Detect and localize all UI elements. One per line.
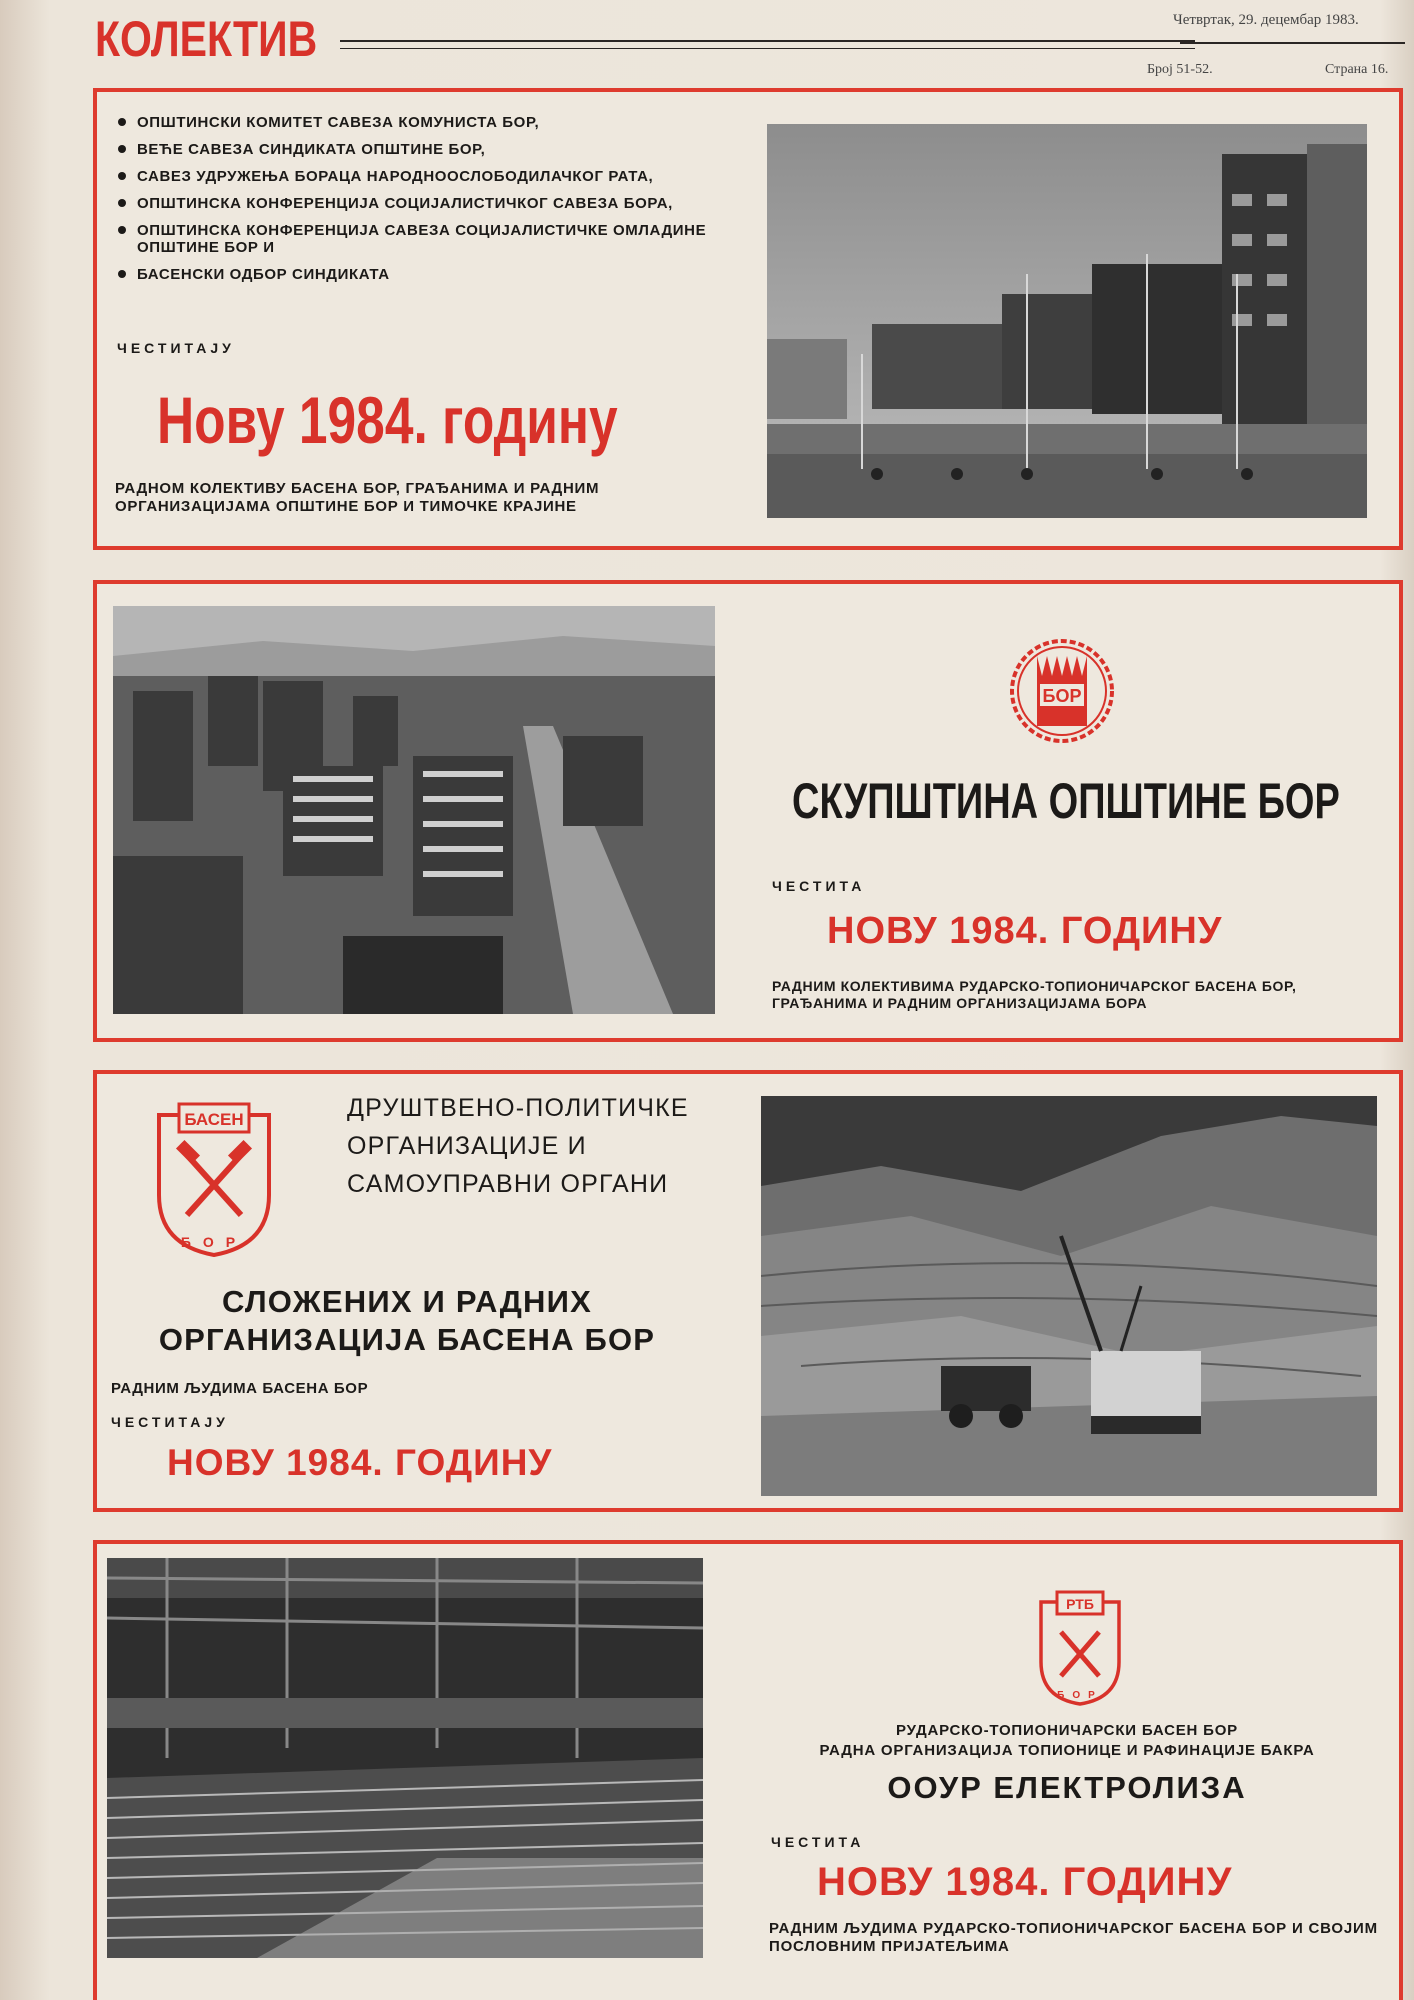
emblem-letters: БОР — [1057, 1690, 1103, 1701]
bor-municipality-logo — [1007, 636, 1117, 746]
basen-bor-emblem — [149, 1100, 279, 1260]
organization-item: ВЕЋЕ САВЕЗА СИНДИКАТА ОПШТИНЕ БОР, — [117, 141, 737, 158]
organization-list — [117, 114, 737, 293]
municipal-building-photo — [767, 124, 1367, 518]
emblem-letters: БОР — [180, 1234, 248, 1250]
logo-text: БОР — [1042, 686, 1082, 706]
organization-item: САВЕЗ УДРУЖЕЊА БОРАЦА НАРОДНООСЛОБОДИЛАЧКОГ РАТА, — [117, 168, 737, 185]
greeting-ad-party-organizations — [93, 88, 1403, 550]
masthead-title: КОЛЕКТИВ — [95, 11, 318, 67]
issue-number: Број 51-52. — [1147, 62, 1213, 77]
recipients-text: РАДНОМ КОЛЕКТИВУ БАСЕНА БОР, ГРАЂАНИМА И РАДНИМ ОРГАНИЗАЦИЈАМА ОПШТИНЕ БОР И ТИМОЧКЕ КРАЈИНЕ — [115, 480, 600, 515]
new-year-headline: НОВУ 1984. ГОДИНУ — [167, 1442, 553, 1483]
recipients-text: РАДНИМ ЉУДИМА БАСЕНА БОР — [111, 1380, 369, 1397]
masthead-rule — [340, 40, 1195, 42]
organization-item: ОПШТИНСКА КОНФЕРЕНЦИЈА САВЕЗА СОЦИЈАЛИСТИЧКЕ ОМЛАДИНЕ ОПШТИНЕ БОР И — [117, 222, 737, 256]
organization-item: ОПШТИНСКИ КОМИТЕТ САВЕЗА КОМУНИСТА БОР, — [117, 114, 737, 131]
masthead — [95, 8, 1405, 88]
congrats-label: ЧЕСТИТА — [772, 878, 866, 894]
recipients-text: РАДНИМ КОЛЕКТИВИМА РУДАРСКО-ТОПИОНИЧАРСКОГ БАСЕНА БОР, ГРАЂАНИМА И РАДНИМ ОРГАНИЗАЦИЈАМА БОРА — [772, 978, 1297, 1011]
organization-line: ДРУШТВЕНО-ПОЛИТИЧКЕ — [347, 1094, 689, 1122]
company-name: РУДАРСКО-ТОПИОНИЧАРСКИ БАСЕН БОР — [896, 1722, 1238, 1739]
page-number: Страна 16. — [1325, 62, 1389, 77]
congrats-label: ЧЕСТИТАЈУ — [111, 1414, 229, 1430]
city-aerial-photo — [113, 606, 715, 1014]
organization-name: ООУР ЕЛЕКТРОЛИЗА — [887, 1770, 1247, 1805]
new-year-headline: Нову 1984. годину — [157, 383, 618, 457]
new-year-headline: НОВУ 1984. ГОДИНУ — [817, 1860, 1233, 1904]
masthead-rule — [1180, 42, 1405, 44]
greeting-ad-basin-organizations — [93, 1070, 1403, 1512]
electrolysis-plant-photo — [107, 1558, 703, 1958]
organization-line: ОРГАНИЗАЦИЈЕ И — [347, 1132, 587, 1160]
open-pit-mine-photo — [761, 1096, 1377, 1496]
issue-date: Четвртак, 29. децембар 1983. — [1173, 12, 1359, 28]
greeting-ad-municipal-assembly — [93, 580, 1403, 1042]
organization-item: БАСЕНСКИ ОДБОР СИНДИКАТА — [117, 266, 737, 283]
organization-title: СЛОЖЕНИХ И РАДНИХ — [222, 1284, 592, 1319]
organization-line: САМОУПРАВНИ ОРГАНИ — [347, 1170, 669, 1198]
emblem-text: РТБ — [1066, 1596, 1094, 1612]
recipients-text: РАДНИМ ЉУДИМА РУДАРСКО-ТОПИОНИЧАРСКОГ БАСЕНА БОР И СВОЈИМ ПОСЛОВНИМ ПРИЈАТЕЉИМА — [769, 1920, 1378, 1955]
organization-name: СКУПШТИНА ОПШТИНЕ БОР — [792, 773, 1340, 829]
greeting-ad-electrolysis — [93, 1540, 1403, 2000]
congrats-label: ЧЕСТИТА — [771, 1834, 865, 1850]
masthead-rule — [340, 48, 1195, 49]
rtb-bor-emblem — [1033, 1590, 1127, 1708]
emblem-text: БАСЕН — [184, 1110, 244, 1129]
work-organization-name: РАДНА ОРГАНИЗАЦИЈА ТОПИОНИЦЕ И РАФИНАЦИЈЕ БАКРА — [819, 1742, 1315, 1759]
organization-item: ОПШТИНСКА КОНФЕРЕНЦИЈА СОЦИЈАЛИСТИЧКОГ САВЕЗА БОРА, — [117, 195, 737, 212]
congrats-label: ЧЕСТИТАЈУ — [117, 340, 235, 356]
new-year-headline: НОВУ 1984. ГОДИНУ — [827, 910, 1223, 952]
organization-title: ОРГАНИЗАЦИЈА БАСЕНА БОР — [158, 1322, 656, 1357]
